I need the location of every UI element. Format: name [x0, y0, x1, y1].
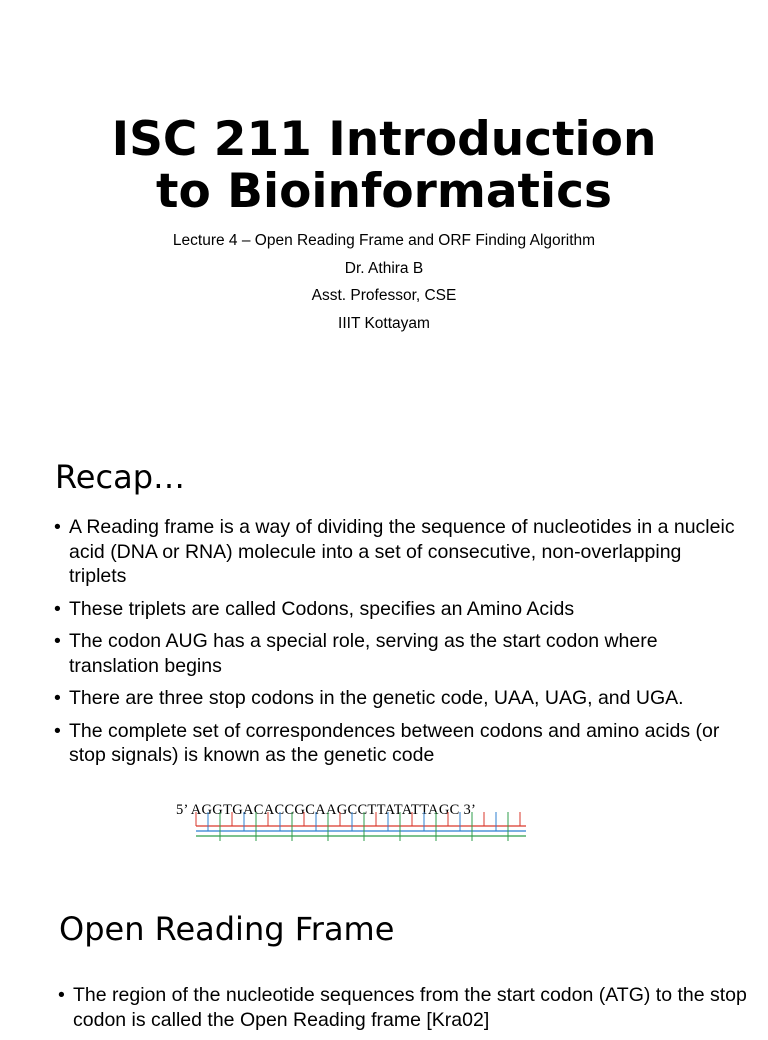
subtitle-block	[0, 227, 768, 337]
instructor-position: Asst. Professor, CSE	[311, 287, 457, 304]
recap-bullet: • There are three stop codons in the genetic code, UAA, UAG, and UGA.	[54, 686, 744, 711]
orf-slide	[0, 880, 768, 1031]
course-title-line1: ISC 211 Introduction	[111, 112, 657, 167]
orf-heading: Open Reading Frame	[59, 910, 395, 948]
course-title	[0, 114, 768, 218]
recap-bullet: • These triplets are called Codons, specifies an Amino Acids	[54, 597, 744, 622]
recap-bullet: • The codon AUG has a special role, serving as the start codon where translation begins	[54, 629, 744, 678]
lecture-subtitle: Lecture 4 – Open Reading Frame and ORF Finding Algorithm	[172, 232, 596, 249]
reading-frame-figure	[176, 800, 538, 844]
recap-bullet: • A Reading frame is a way of dividing the sequence of nucleotides in a nucleic acid (DNA or RNA) molecule into a set of consecutive, non-overlapping triplets	[54, 515, 744, 589]
orf-bullet: • The region of the nucleotide sequences from the start codon (ATG) to the stop codon is called the Open Reading frame [Kra02]	[58, 983, 748, 1032]
recap-heading: Recap…	[55, 458, 185, 496]
recap-slide	[0, 440, 768, 880]
recap-bullet: • The complete set of correspondences between codons and amino acids (or stop signals) is known as the genetic code	[54, 719, 744, 768]
instructor-name: Dr. Athira B	[344, 259, 424, 277]
orf-bullet-list	[58, 983, 748, 1040]
recap-bullet-list	[54, 515, 744, 776]
institute-name: IIIT Kottayam	[338, 314, 430, 332]
course-title-line2: to Bioinformatics	[156, 164, 612, 219]
dna-sequence: 5’ AGGTGACACCGCAAGCCTTATATTAGC 3’	[176, 802, 477, 818]
title-slide	[0, 0, 768, 440]
frame-lines-svg	[176, 800, 538, 844]
